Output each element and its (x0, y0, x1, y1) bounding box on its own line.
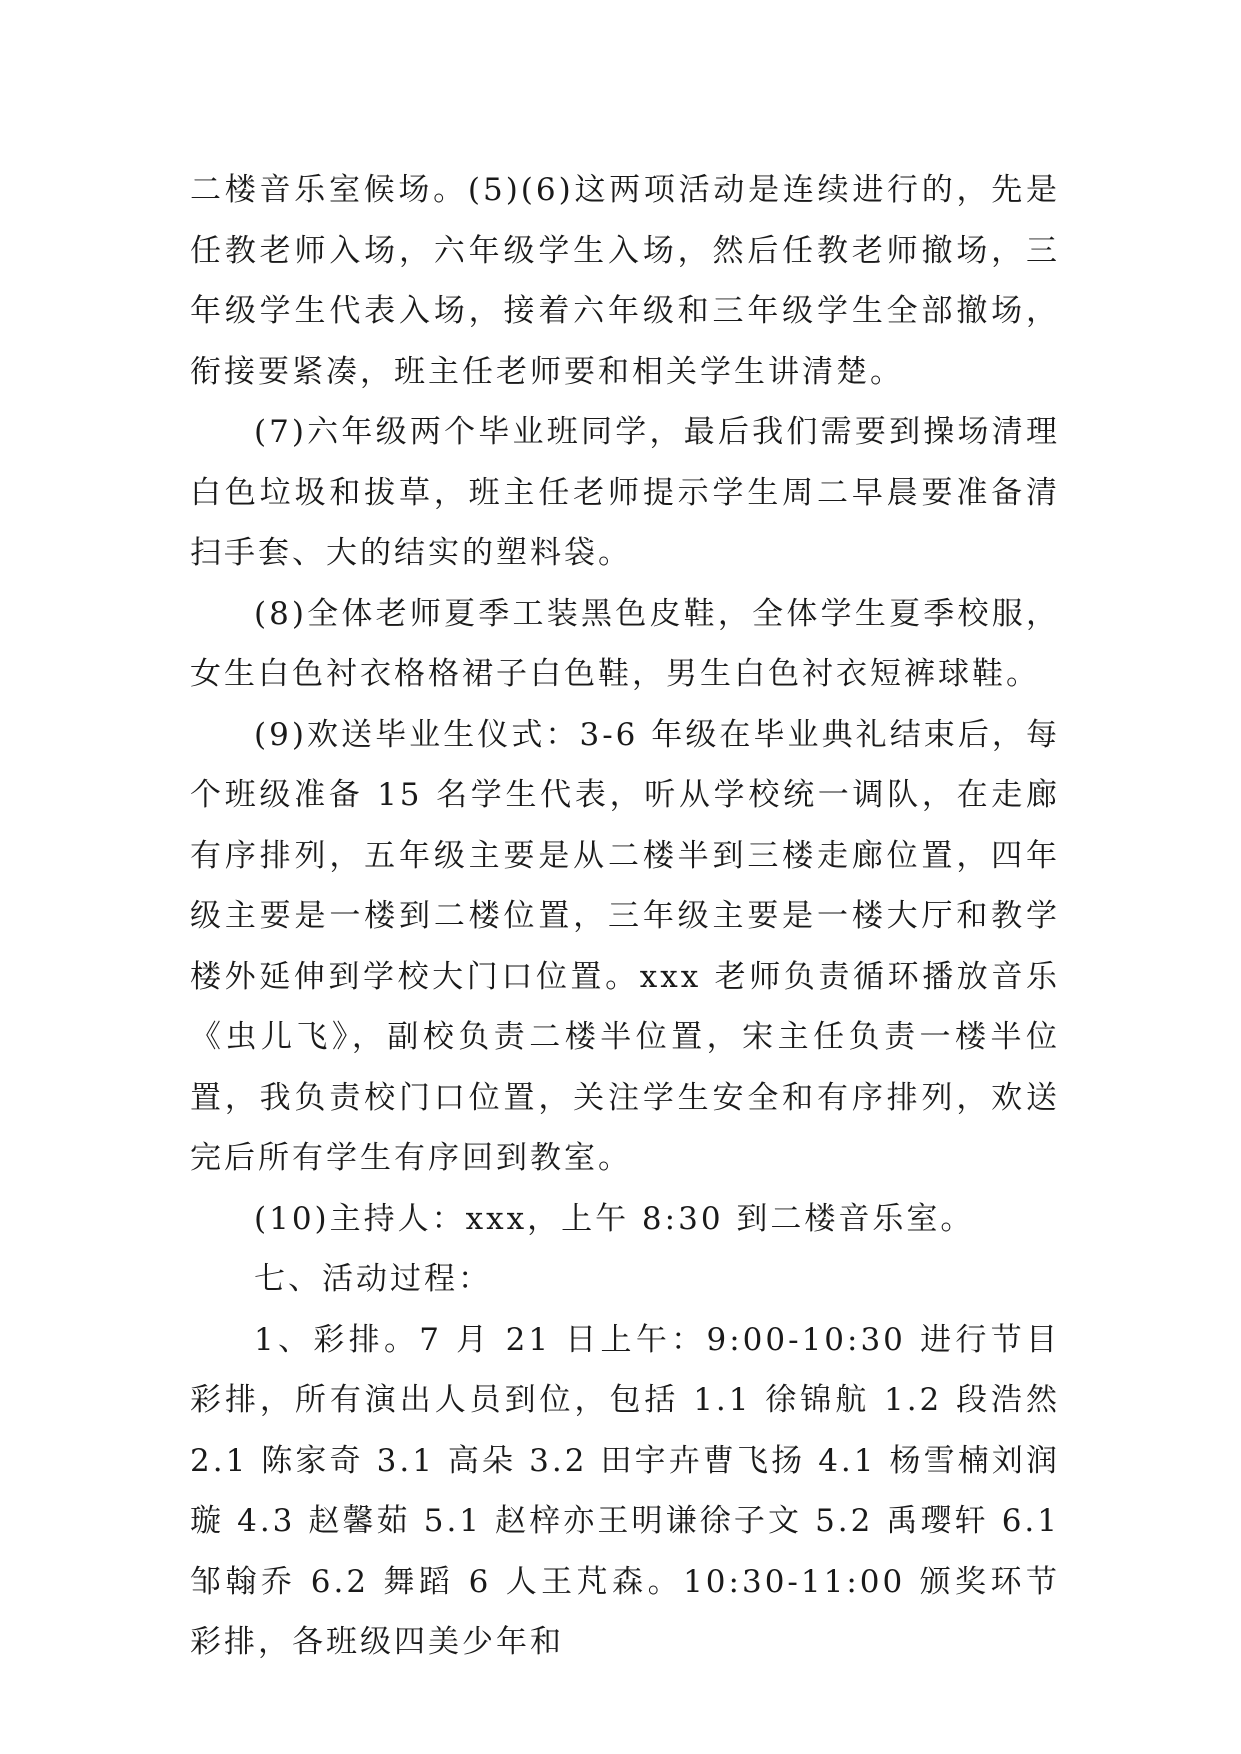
paragraph: (10)主持人：xxx，上午 8:30 到二楼音乐室。 (254, 1200, 975, 1237)
section-heading: 七、活动过程： (254, 1261, 492, 1297)
paragraph: (7)六年级两个毕业班同学，最后我们需要到操场清理白色垃圾和拔草，班主任老师提示学生周二早晨要准备清扫手套、大的结实的塑料袋。 (190, 414, 1060, 571)
paragraph: (9)欢送毕业生仪式：3-6 年级在毕业典礼结束后，每个班级准备 15 名学生代表，听从学校统一调队，在走廊有序排列，五年级主要是从二楼半到三楼走廊位置，四年级主要是一楼到二楼位置，三年级主要是一楼大厅和教学楼外延伸到学校大门口位置。xxx 老师负责循环播放音乐《虫儿飞》，副校负责二楼半位置，宋主任负责一楼半位置，我负责校门口位置，关注学生安全和有序排列，欢送完后所有学生有序回到教室。 (190, 716, 1060, 1176)
paragraph: 二楼音乐室候场。(5)(6)这两项活动是连续进行的，先是任教老师入场，六年级学生入场，然后任教老师撤场，三年级学生代表入场，接着六年级和三年级学生全部撤场，衔接要紧凑，班主任老师要和相关学生讲清楚。 (190, 172, 1060, 390)
paragraph: (8)全体老师夏季工装黑色皮鞋，全体学生夏季校服，女生白色衬衣格格裙子白色鞋，男生白色衬衣短裤球鞋。 (190, 595, 1060, 692)
paragraph: 1、彩排。7 月 21 日上午：9:00-10:30 进行节目彩排，所有演出人员到位，包括 1.1 徐锦航 1.2 段浩然 2.1 陈家奇 3.1 高朵 3.2 田宇卉曹飞扬 4.1 杨雪楠刘润璇 4.3 赵馨茹 5.1 赵梓亦王明谦徐子文 5.2 禹璎轩 6.1 邹翰乔 6.2 舞蹈 6 人王芃森。10:30-11:00 颁奖环节彩排，各班级四美少年和 (190, 1321, 1060, 1660)
document-body (190, 160, 1060, 1673)
